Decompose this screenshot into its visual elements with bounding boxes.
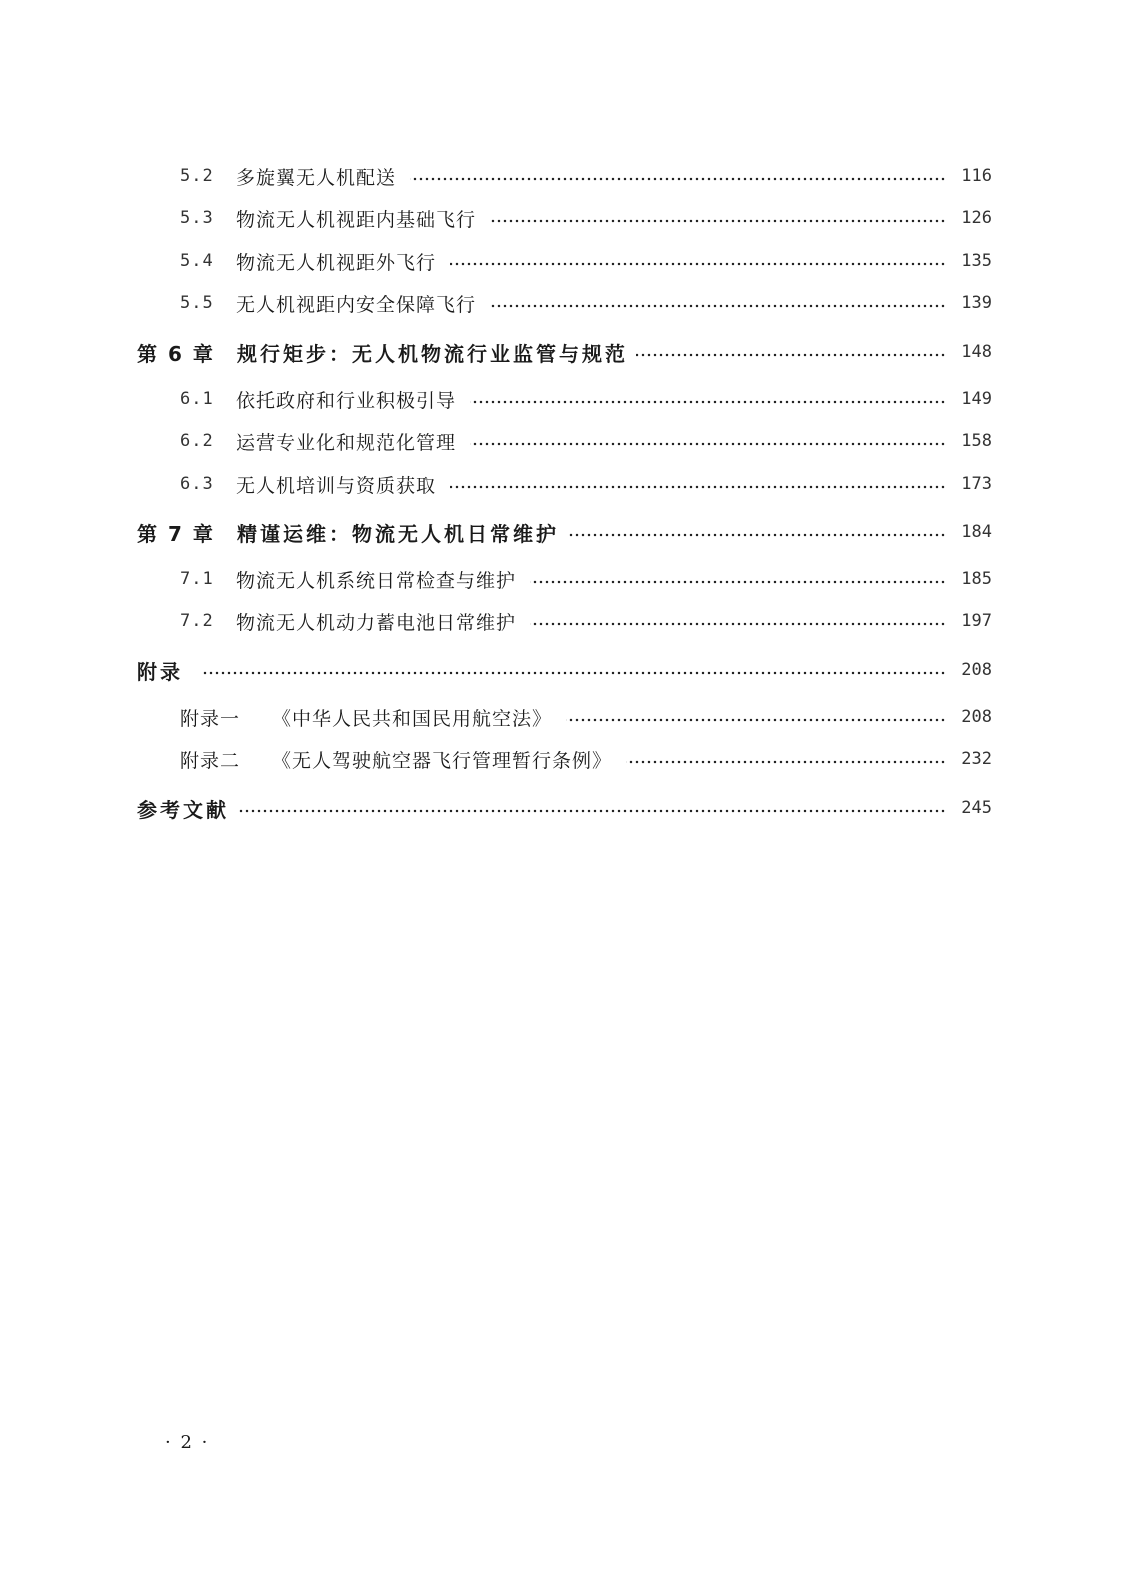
dot-leader: [490, 304, 946, 308]
dot-leader: [530, 622, 946, 626]
toc-entry-6-3[interactable]: [180, 467, 992, 501]
page-number: 197: [961, 611, 992, 631]
dot-leader: [567, 533, 946, 537]
appendix-number: 附录一: [180, 707, 241, 730]
section-title: 无人机培训与资质获取: [236, 474, 437, 497]
section-title: 无人机视距内安全保障飞行: [236, 293, 477, 316]
dot-leader: [450, 485, 946, 489]
page-number: 116: [961, 166, 992, 186]
dot-leader: [566, 718, 946, 722]
appendix-item-title: 《无人驾驶航空器飞行管理暂行条例》: [272, 749, 613, 772]
appendix-item-title: 《中华人民共和国民用航空法》: [272, 707, 553, 730]
appendix-title: 附录: [137, 659, 183, 684]
section-number: 5.5: [180, 293, 214, 313]
page-number: 208: [961, 707, 992, 727]
section-number: 5.4: [180, 251, 214, 271]
section-title: 依托政府和行业积极引导: [236, 389, 457, 412]
page-number: 148: [961, 342, 992, 362]
appendix-number: 附录二: [180, 749, 241, 772]
toc-chapter-6[interactable]: [137, 335, 992, 369]
section-number: 5.3: [180, 208, 214, 228]
page-number: 232: [961, 749, 992, 769]
toc-entry-5-4[interactable]: [180, 244, 992, 278]
toc-appendix-2[interactable]: [180, 742, 992, 776]
section-title: 物流无人机视距外飞行: [236, 251, 437, 274]
page-number: 185: [961, 569, 992, 589]
toc-references[interactable]: [137, 791, 992, 825]
dot-leader: [470, 400, 946, 404]
page-number: 158: [961, 431, 992, 451]
dot-leader: [490, 219, 946, 223]
dot-leader: [237, 809, 946, 813]
dot-leader: [636, 353, 946, 357]
section-number: 6.1: [180, 389, 214, 409]
page-number: 139: [961, 293, 992, 313]
page-number: 173: [961, 474, 992, 494]
toc-chapter-7[interactable]: [137, 515, 992, 549]
page-number: 135: [961, 251, 992, 271]
section-title: 多旋翼无人机配送: [236, 166, 397, 189]
page-folio: · 2 ·: [165, 1432, 210, 1453]
chapter-title: 规行矩步：无人机物流行业监管与规范: [237, 341, 628, 366]
section-title: 物流无人机动力蓄电池日常维护: [236, 611, 517, 634]
toc-entry-7-2[interactable]: [180, 604, 992, 638]
dot-leader: [450, 262, 946, 266]
toc-entry-5-5[interactable]: [180, 286, 992, 320]
dot-leader: [530, 580, 946, 584]
section-number: 6.2: [180, 431, 214, 451]
section-title: 运营专业化和规范化管理: [236, 431, 457, 454]
toc-appendix-1[interactable]: [180, 700, 992, 734]
page-number: 208: [961, 660, 992, 680]
references-title: 参考文献: [137, 797, 229, 822]
toc-entry-5-3[interactable]: [180, 201, 992, 235]
section-number: 7.1: [180, 569, 214, 589]
toc-entry-6-1[interactable]: [180, 382, 992, 416]
dot-leader: [626, 760, 946, 764]
page-number: 149: [961, 389, 992, 409]
section-number: 7.2: [180, 611, 214, 631]
chapter-number: 第 6 章: [137, 341, 215, 366]
page-number: 126: [961, 208, 992, 228]
page-number: 245: [961, 798, 992, 818]
toc-entry-5-2[interactable]: [180, 159, 992, 193]
dot-leader: [470, 442, 946, 446]
chapter-title: 精谨运维：物流无人机日常维护: [237, 521, 559, 546]
page-number: 184: [961, 522, 992, 542]
toc-appendix[interactable]: [137, 653, 992, 687]
section-number: 6.3: [180, 474, 214, 494]
dot-leader: [201, 671, 946, 675]
toc-entry-6-2[interactable]: [180, 424, 992, 458]
section-number: 5.2: [180, 166, 214, 186]
section-title: 物流无人机视距内基础飞行: [236, 208, 477, 231]
dot-leader: [410, 177, 946, 181]
chapter-number: 第 7 章: [137, 521, 215, 546]
section-title: 物流无人机系统日常检查与维护: [236, 569, 517, 592]
toc-entry-7-1[interactable]: [180, 562, 992, 596]
